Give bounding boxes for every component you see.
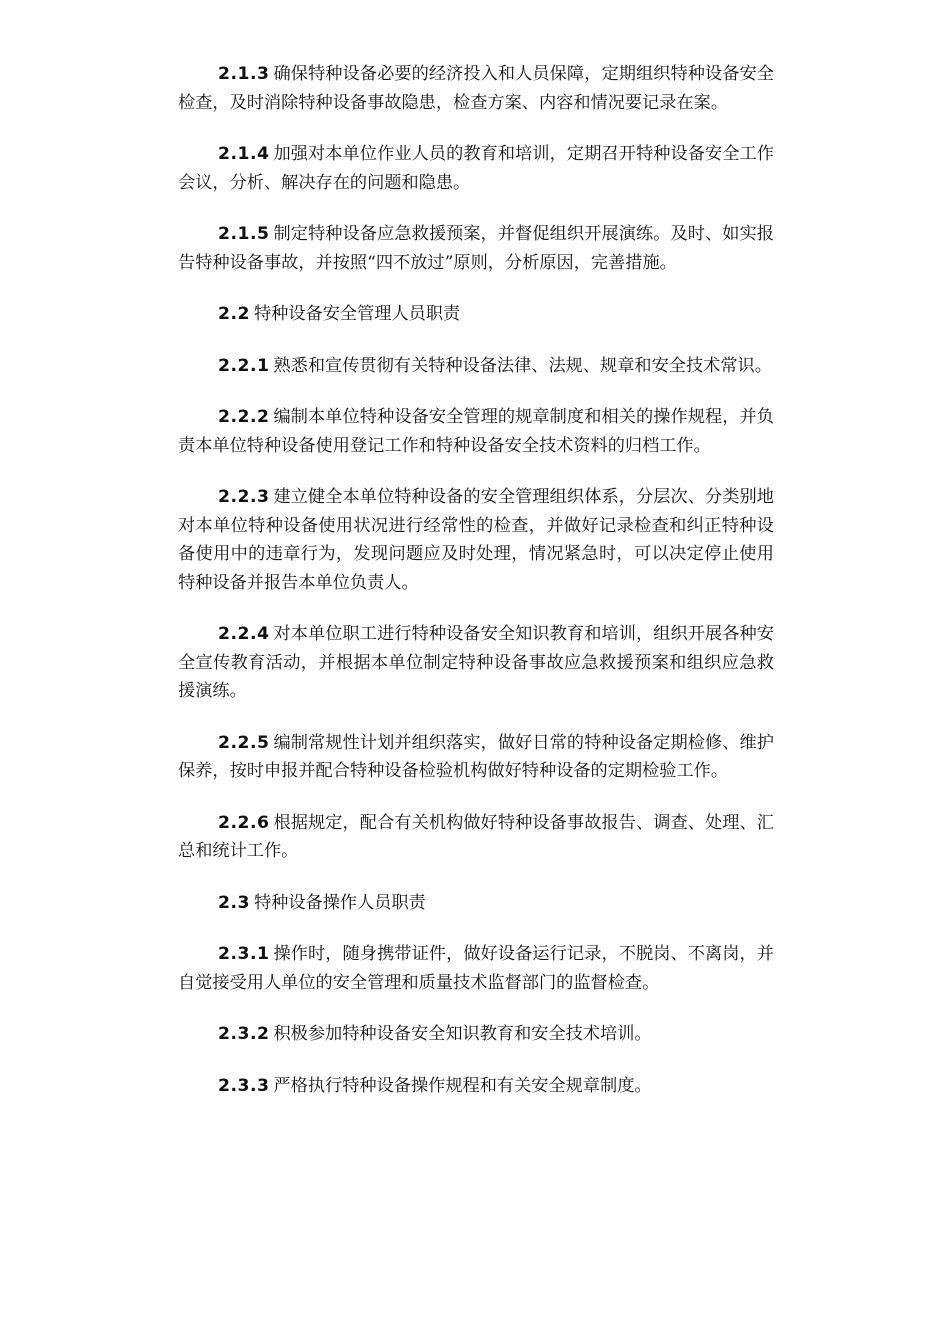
clause-2-2-3 bbox=[178, 483, 774, 597]
clause-number: 2.2.6 bbox=[218, 812, 270, 833]
clause-text: 操作时，随身携带证件，做好设备运行记录，不脱岗、不离岗，并自觉接受用人单位的安全管理和质量技术监督部门的监督检查。 bbox=[178, 944, 774, 993]
clause-2-1-5 bbox=[178, 220, 774, 277]
clause-2-2-6 bbox=[178, 809, 774, 866]
clause-number: 2.2.2 bbox=[218, 407, 270, 427]
section-heading-2-2 bbox=[178, 300, 774, 329]
document-body bbox=[178, 60, 774, 1123]
clause-2-2-1 bbox=[178, 352, 774, 381]
clause-number: 2.2.1 bbox=[218, 355, 270, 376]
clause-2-2-2 bbox=[178, 403, 774, 460]
section-heading-2-3 bbox=[178, 889, 774, 918]
clause-text: 加强对本单位作业人员的教育和培训，定期召开特种设备安全工作会议，分析、解决存在的问题和隐患。 bbox=[178, 144, 774, 193]
clause-2-2-5 bbox=[178, 729, 774, 786]
clause-text: 制定特种设备应急救援预案，并督促组织开展演练。及时、如实报告特种设备事故，并按照“四不放过”原则，分析原因，完善措施。 bbox=[178, 224, 774, 273]
clause-2-1-4 bbox=[178, 140, 774, 197]
clause-number: 2.2.3 bbox=[218, 487, 270, 507]
clause-text: 对本单位职工进行特种设备安全知识教育和培训，组织开展各种安全宣传教育活动，并根据本单位制定特种设备事故应急救援预案和组织应急救援演练。 bbox=[178, 624, 774, 701]
clause-text: 建立健全本单位特种设备的安全管理组织体系，分层次、分类别地对本单位特种设备使用状况进行经常性的检查，并做好记录检查和纠正特种设备使用中的违章行为，发现问题应及时处理，情况紧急时，可以决定停止使用特种设备并报告本单位负责人。 bbox=[178, 487, 774, 593]
clause-number: 2.2.5 bbox=[218, 732, 270, 753]
clause-2-3-3 bbox=[178, 1072, 774, 1101]
clause-number: 2.3.3 bbox=[218, 1075, 270, 1096]
clause-number: 2.1.3 bbox=[218, 64, 270, 84]
clause-number: 2.3.1 bbox=[218, 944, 270, 964]
clause-text: 编制常规性计划并组织落实，做好日常的特种设备定期检修、维护保养，按时申报并配合特种设备检验机构做好特种设备的定期检验工作。 bbox=[178, 732, 774, 781]
clause-2-2-4 bbox=[178, 620, 774, 706]
section-number: 2.3 bbox=[218, 892, 250, 913]
clause-number: 2.3.2 bbox=[218, 1024, 270, 1044]
clause-text: 熟悉和宣传贯彻有关特种设备法律、法规、规章和安全技术常识。 bbox=[273, 355, 772, 376]
section-title: 特种设备安全管理人员职责 bbox=[253, 304, 461, 324]
clause-number: 2.1.5 bbox=[218, 224, 270, 244]
clause-text: 严格执行特种设备操作规程和有关安全规章制度。 bbox=[273, 1075, 652, 1096]
clause-2-3-2 bbox=[178, 1020, 774, 1049]
clause-text: 积极参加特种设备安全知识教育和安全技术培训。 bbox=[273, 1024, 652, 1044]
clause-text: 根据规定，配合有关机构做好特种设备事故报告、调查、处理、汇总和统计工作。 bbox=[178, 812, 774, 861]
section-number: 2.2 bbox=[218, 304, 250, 324]
clause-text: 编制本单位特种设备安全管理的规章制度和相关的操作规程，并负责本单位特种设备使用登记工作和特种设备安全技术资料的归档工作。 bbox=[178, 407, 774, 456]
clause-2-1-3 bbox=[178, 60, 774, 117]
clause-2-3-1 bbox=[178, 940, 774, 997]
clause-text: 确保特种设备必要的经济投入和人员保障，定期组织特种设备安全检查，及时消除特种设备事故隐患，检查方案、内容和情况要记录在案。 bbox=[178, 64, 774, 113]
section-title: 特种设备操作人员职责 bbox=[253, 892, 426, 913]
clause-number: 2.2.4 bbox=[218, 624, 270, 644]
clause-number: 2.1.4 bbox=[218, 144, 270, 164]
